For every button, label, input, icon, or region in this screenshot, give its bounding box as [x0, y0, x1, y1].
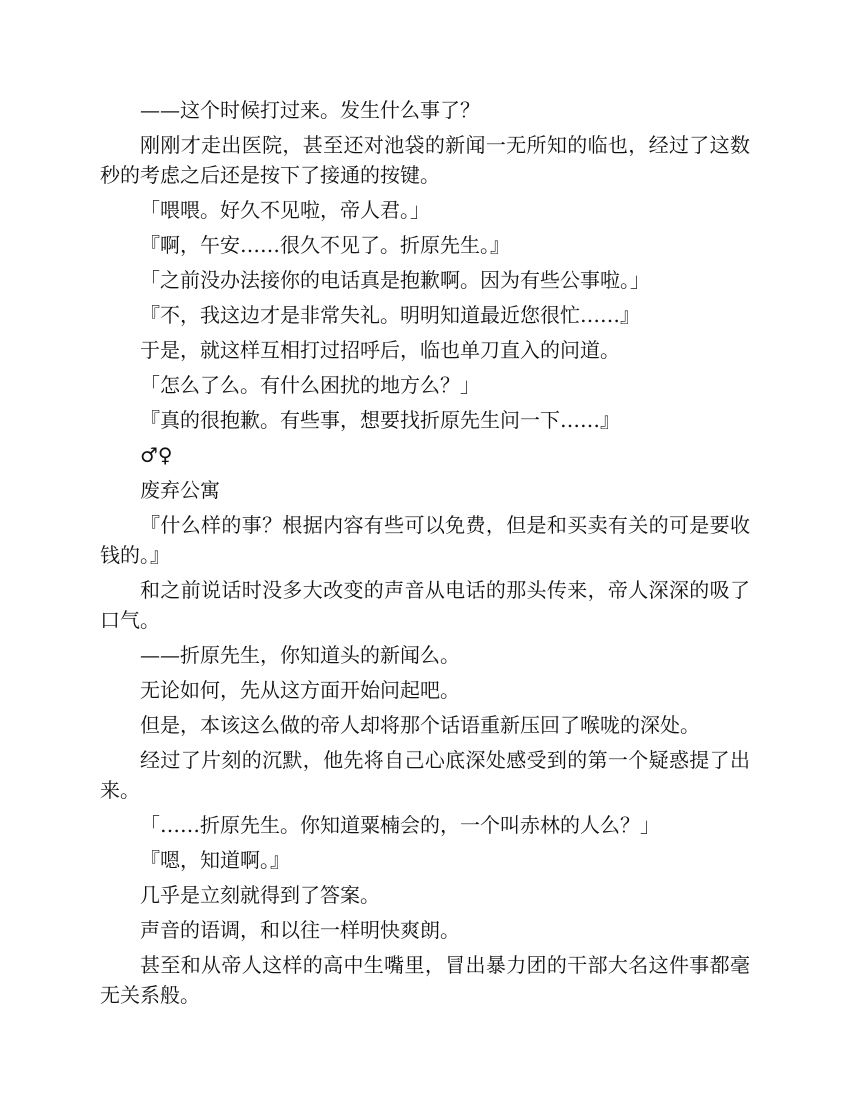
paragraph: 甚至和从帝人这样的高中生嘴里，冒出暴力团的干部大名这件事都毫无关系般。	[100, 953, 750, 1007]
section-break-symbol: ♂♀	[140, 443, 173, 467]
paragraph: 『不，我这边才是非常失礼。明明知道最近您很忙……』	[140, 303, 640, 327]
document-body	[100, 95, 750, 1015]
paragraph: 『什么样的事？根据内容有些可以免费，但是和买卖有关的可是要收钱的。』	[100, 513, 750, 567]
paragraph: 和之前说话时没多大改变的声音从电话的那头传来，帝人深深的吸了口气。	[100, 578, 750, 632]
paragraph: 声音的语调，和以往一样明快爽朗。	[140, 918, 460, 942]
paragraph: 刚刚才走出医院，甚至还对池袋的新闻一无所知的临也，经过了这数秒的考虑之后还是按下了接通的按键。	[100, 133, 750, 187]
paragraph: 无论如何，先从这方面开始问起吧。	[140, 678, 460, 702]
paragraph: 几乎是立刻就得到了答案。	[140, 883, 380, 907]
paragraph: 「喂喂。好久不见啦，帝人君。」	[140, 198, 430, 222]
section-heading: 废弃公寓	[140, 478, 220, 502]
paragraph: 『嗯，知道啊。』	[140, 848, 290, 872]
paragraph: 于是，就这样互相打过招呼后，临也单刀直入的问道。	[140, 338, 620, 362]
paragraph: 「……折原先生。你知道粟楠会的，一个叫赤林的人么？」	[140, 813, 660, 837]
paragraph: 「怎么了么。有什么困扰的地方么？」	[140, 373, 480, 397]
paragraph: ——折原先生，你知道头的新闻么。	[140, 643, 460, 667]
paragraph: 『真的很抱歉。有些事，想要找折原先生问一下……』	[140, 408, 620, 432]
paragraph: ——这个时候打过来。发生什么事了？	[140, 98, 480, 122]
paragraph: 『啊，午安……很久不见了。折原先生。』	[140, 233, 510, 257]
paragraph: 经过了片刻的沉默，他先将自己心底深处感受到的第一个疑惑提了出来。	[100, 748, 750, 802]
paragraph: 「之前没办法接你的电话真是抱歉啊。因为有些公事啦。」	[140, 268, 650, 292]
paragraph: 但是，本该这么做的帝人却将那个话语重新压回了喉咙的深处。	[140, 713, 700, 737]
